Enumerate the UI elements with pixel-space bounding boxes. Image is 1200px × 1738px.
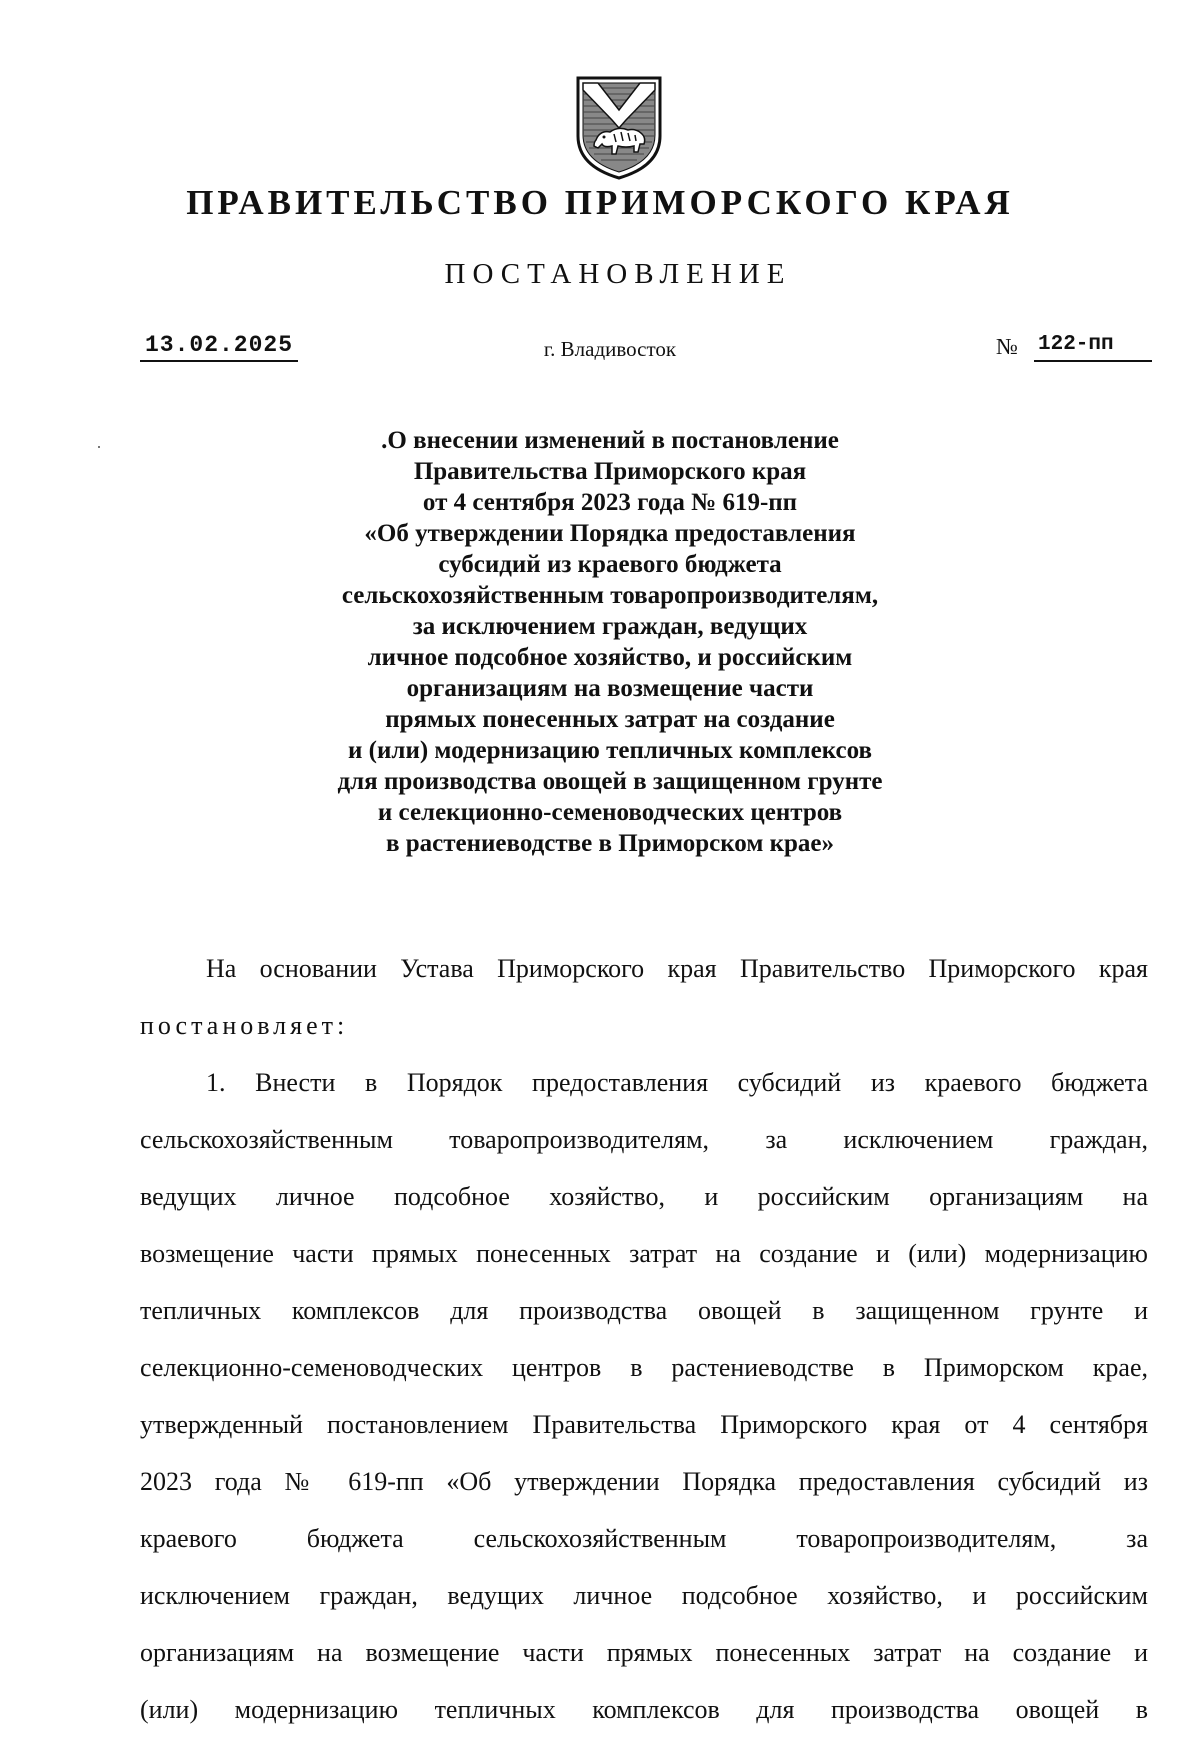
heading-line: от 4 сентября 2023 года № 619-пп — [422, 489, 798, 516]
heading-line: организациям на возмещение части — [406, 675, 814, 702]
heading-line: за исключением граждан, ведущих — [412, 613, 808, 640]
document-number-label: № — [996, 334, 1018, 359]
heading-line: сельскохозяйственным товаропроизводителям, — [341, 582, 879, 609]
body-line: 2023 года № 619-пп «Об утверждении Порядка предоставления субсидий из — [140, 1467, 1148, 1496]
body-line: На основании Устава Приморского края Правительство Приморского края — [206, 954, 1148, 983]
body-line: ведущих личное подсобное хозяйство, и российским организациям на — [140, 1182, 1148, 1211]
document-body — [140, 940, 1148, 1738]
body-line: возмещение части прямых понесенных затрат на создание и (или) модернизацию — [140, 1239, 1148, 1268]
body-line: краевого бюджета сельскохозяйственным товаропроизводителям, за — [140, 1524, 1148, 1553]
government-title: ПРАВИТЕЛЬСТВО ПРИМОРСКОГО КРАЯ — [186, 183, 1014, 222]
coat-of-arms-icon — [574, 74, 664, 182]
heading-line: в растениеводстве в Приморском крае» — [386, 830, 834, 857]
heading-line: .О внесении изменений в постановление — [381, 427, 839, 454]
document-number: 122-пп — [1034, 330, 1152, 362]
heading-line: прямых понесенных затрат на создание — [385, 706, 835, 733]
heading-line: Правительства Приморского края — [413, 458, 807, 485]
body-line: тепличных комплексов для производства овощей в защищенном грунте и — [140, 1296, 1148, 1325]
heading-line: «Об утверждении Порядка предоставления — [364, 520, 856, 547]
document-heading — [200, 425, 1020, 859]
body-line: селекционно-семеноводческих центров в растениеводстве в Приморском крае, — [140, 1353, 1148, 1382]
heading-line: и селекционно-семеноводческих центров — [377, 799, 843, 826]
body-line: (или) модернизацию тепличных комплексов для производства овощей в — [140, 1695, 1148, 1724]
heading-line: для производства овощей в защищенном грунте — [337, 768, 883, 795]
body-line: 1. Внести в Порядок предоставления субсидий из краевого бюджета — [206, 1068, 1148, 1097]
body-line-resolves: постановляет: — [140, 1011, 349, 1040]
document-date: 13.02.2025 — [140, 330, 298, 362]
scan-artifact — [98, 446, 100, 448]
body-line: исключением граждан, ведущих личное подсобное хозяйство, и российским — [140, 1581, 1148, 1610]
body-line: сельскохозяйственным товаропроизводителям, за исключением граждан, — [140, 1125, 1148, 1154]
heading-line: и (или) модернизацию тепличных комплексов — [348, 737, 872, 764]
document-city: г. Владивосток — [543, 337, 677, 361]
heading-line: субсидий из краевого бюджета — [438, 551, 782, 578]
body-line: организациям на возмещение части прямых понесенных затрат на создание и — [140, 1638, 1148, 1667]
body-line: утвержденный постановлением Правительства Приморского края от 4 сентября — [140, 1410, 1148, 1439]
heading-line: личное подсобное хозяйство, и российским — [367, 644, 853, 671]
document-type: ПОСТАНОВЛЕНИЕ — [444, 258, 792, 290]
